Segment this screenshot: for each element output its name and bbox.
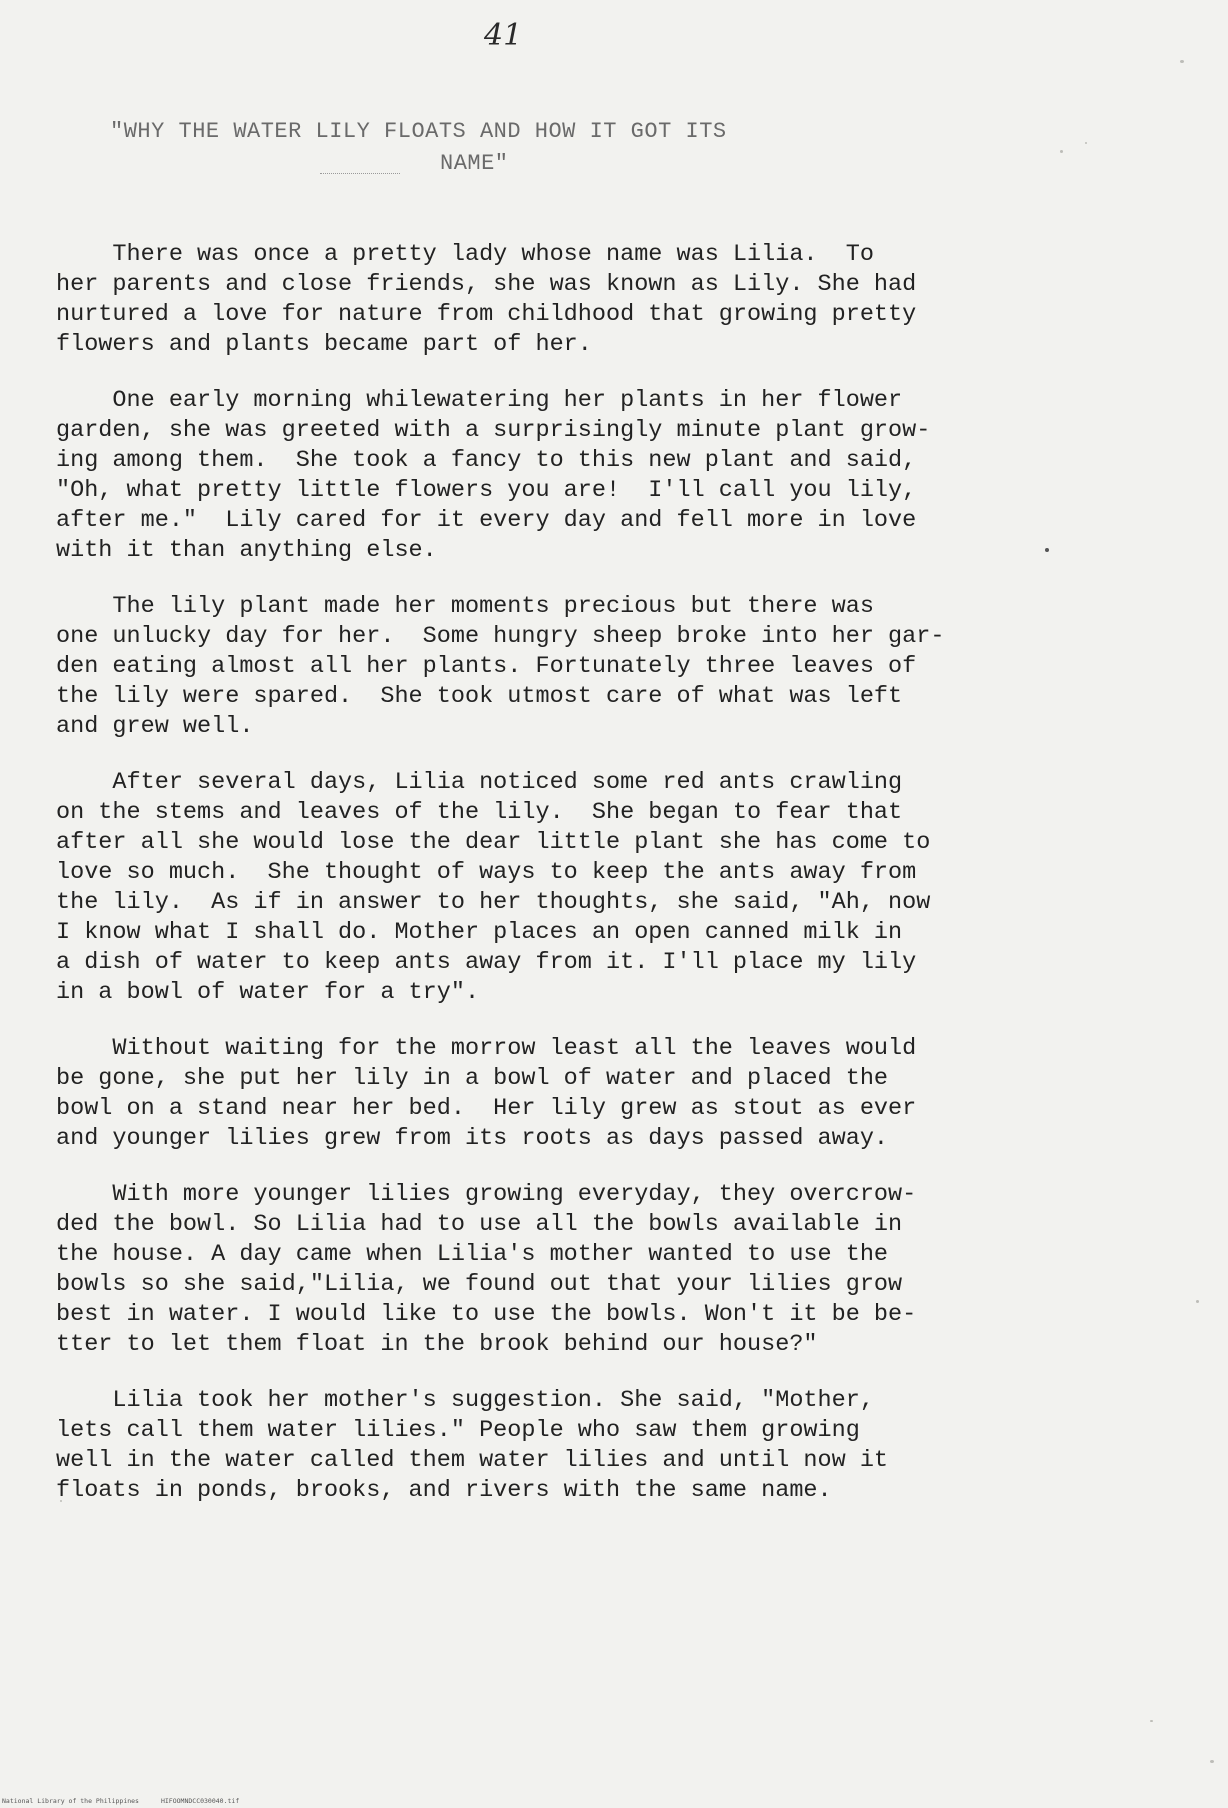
title-underline	[320, 173, 400, 175]
paragraph-1	[56, 240, 1156, 360]
scan-speck	[1180, 60, 1184, 63]
text-line: best in water. I would like to use the bowls. Won't it be be-	[56, 1301, 917, 1328]
title-line: "WHY THE WATER LILY FLOATS AND HOW IT GOT ITS	[110, 119, 727, 144]
text-line: Without waiting for the morrow least all the leaves would	[56, 1035, 917, 1062]
text-line: One early morning whilewatering her plants in her flower	[56, 387, 903, 414]
scan-speck	[1060, 150, 1063, 153]
paragraph-3	[56, 592, 1156, 742]
text-line: nurtured a love for nature from childhood that growing pretty	[56, 301, 917, 328]
text-line: den eating almost all her plants. Fortunately three leaves of	[56, 653, 917, 680]
scan-speck	[1150, 1720, 1153, 1722]
scan-footer	[2, 1796, 602, 1808]
scan-speck	[1196, 1300, 1199, 1303]
text-line: and younger lilies grew from its roots as days passed away.	[56, 1125, 889, 1152]
scan-speck	[1085, 142, 1087, 144]
text-line: after all she would lose the dear little plant she has come to	[56, 829, 931, 856]
story-body	[56, 240, 1156, 1532]
text-line: ing among them. She took a fancy to this new plant and said,	[56, 447, 917, 474]
text-line: garden, she was greeted with a surprisingly minute plant grow-	[56, 417, 931, 444]
text-line: the lily. As if in answer to her thoughts, she said, "Ah, now	[56, 889, 931, 916]
text-line: love so much. She thought of ways to keep the ants away from	[56, 859, 917, 886]
text-line: After several days, Lilia noticed some red ants crawling	[56, 769, 903, 796]
paragraph-4	[56, 768, 1156, 1008]
text-line: flowers and plants became part of her.	[56, 331, 592, 358]
text-line: and grew well.	[56, 713, 254, 740]
text-line: "Oh, what pretty little flowers you are! I'll call you lily,	[56, 477, 917, 504]
text-line: Lilia took her mother's suggestion. She said, "Mother,	[56, 1387, 874, 1414]
text-line: with it than anything else.	[56, 537, 437, 564]
title-line: NAME"	[440, 151, 509, 176]
text-line: bowl on a stand near her bed. Her lily grew as stout as ever	[56, 1095, 917, 1122]
text-line: in a bowl of water for a try".	[56, 979, 480, 1006]
text-line: I know what I shall do. Mother places an open canned milk in	[56, 919, 903, 946]
text-line: a dish of water to keep ants away from it. I'll place my lily	[56, 949, 917, 976]
page-number: 41	[484, 18, 523, 53]
text-line: the house. A day came when Lilia's mother wanted to use the	[56, 1241, 889, 1268]
text-line: well in the water called them water lilies and until now it	[56, 1447, 889, 1474]
text-line: floats in ponds, brooks, and rivers with the same name.	[56, 1477, 832, 1504]
text-line: The lily plant made her moments precious but there was	[56, 593, 874, 620]
footer-file-id: HIFOOMNDCC030040.tif	[160, 1797, 240, 1805]
footer-library: National Library of the Philippines	[2, 1797, 139, 1805]
text-line: tter to let them float in the brook behind our house?"	[56, 1331, 818, 1358]
paragraph-7	[56, 1386, 1156, 1506]
text-line: on the stems and leaves of the lily. She began to fear that	[56, 799, 903, 826]
text-line: one unlucky day for her. Some hungry sheep broke into her gar-	[56, 623, 945, 650]
text-line: her parents and close friends, she was known as Lily. She had	[56, 271, 917, 298]
document-title	[110, 116, 930, 180]
text-line: be gone, she put her lily in a bowl of water and placed the	[56, 1065, 889, 1092]
text-line: bowls so she said,"Lilia, we found out that your lilies grow	[56, 1271, 903, 1298]
paragraph-2	[56, 386, 1156, 566]
text-line: There was once a pretty lady whose name was Lilia. To	[56, 241, 874, 268]
paragraph-6	[56, 1180, 1156, 1360]
paragraph-5	[56, 1034, 1156, 1154]
text-line: lets call them water lilies." People who saw them growing	[56, 1417, 860, 1444]
text-line: ded the bowl. So Lilia had to use all the bowls available in	[56, 1211, 903, 1238]
scan-speck	[1210, 1760, 1214, 1763]
text-line: With more younger lilies growing everyday, they overcrow-	[56, 1181, 917, 1208]
text-line: after me." Lily cared for it every day and fell more in love	[56, 507, 917, 534]
text-line: the lily were spared. She took utmost care of what was left	[56, 683, 903, 710]
